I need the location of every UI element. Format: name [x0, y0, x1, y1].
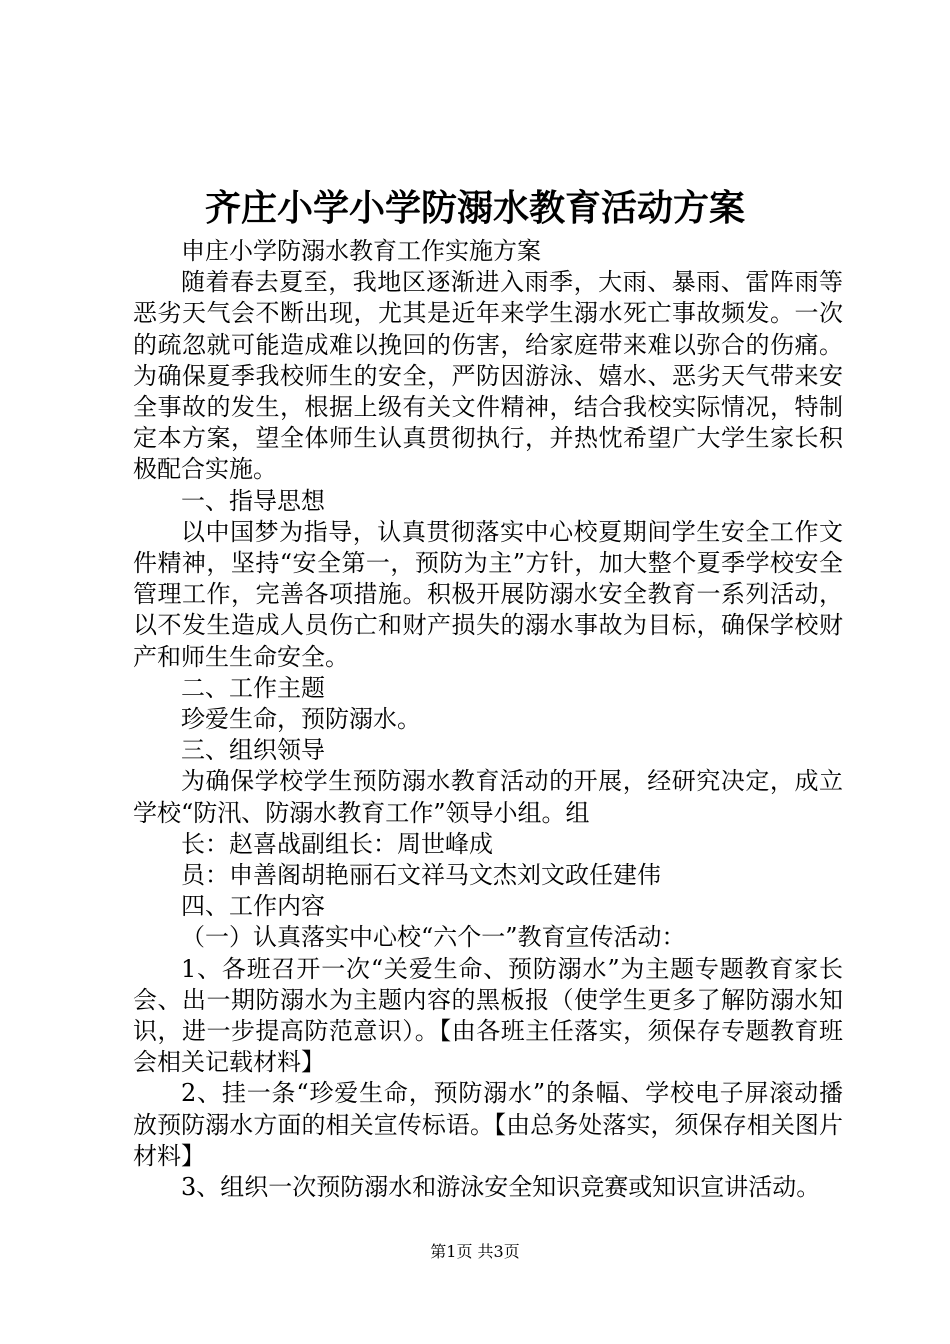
- paragraph-item-1: 1、各班召开一次“关爱生命、预防溺水”为主题专题教育家长会、出一期防溺水为主题内容的黑板报（使学生更多了解防溺水知识，进一步提高防范意识）。【由各班主任落实，须保存专题教育班会相关记载材料】: [133, 954, 843, 1077]
- paragraph-intro: 随着春去夏至，我地区逐渐进入雨季，大雨、暴雨、雷阵雨等恶劣天气会不断出现，尤其是近年来学生溺水死亡事故频发。一次的疏忽就可能造成难以挽回的伤害，给家庭带来难以弥合的伤痛。为确保夏季我校师生的安全，严防因游泳、嬉水、恶劣天气带来安全事故的发生，根据上级有关文件精神，结合我校实际情况，特制定本方案，望全体师生认真贯彻执行，并热忱希望广大学生家长积极配合实施。: [133, 268, 843, 484]
- paragraph-leaders: 长：赵喜战副组长：周世峰成: [181, 829, 493, 858]
- paragraph-item-3: 3、组织一次预防溺水和游泳安全知识竞赛或知识宣讲活动。: [181, 1173, 821, 1202]
- document-title: 齐庄小学小学防溺水教育活动方案: [204, 187, 745, 229]
- paragraph-guiding-ideology: 以中国梦为指导，认真贯彻落实中心校夏期间学生安全工作文件精神，坚持“安全第一，预防为主”方针，加大整个夏季学校安全管理工作，完善各项措施。积极开展防溺水安全教育一系列活动，以不发生造成人员伤亡和财产损失的溺水事故为目标，确保学校财产和师生生命安全。: [133, 517, 843, 671]
- paragraph-members: 员：申善阁胡艳丽石文祥马文杰刘文政任建伟: [181, 861, 661, 890]
- subheading-six-ones: （一）认真落实中心校“六个一”教育宣传活动：: [181, 923, 686, 952]
- paragraph-subtitle: 申庄小学防溺水教育工作实施方案: [181, 237, 541, 265]
- heading-organization: 三、组织领导: [181, 736, 325, 765]
- paragraph-item-2: 2、挂一条“珍爱生命，预防溺水”的条幅、学校电子屏滚动播放预防溺水方面的相关宣传标语。【由总务处落实，须保存相关图片材料】: [133, 1079, 843, 1170]
- paragraph-organization: 为确保学校学生预防溺水教育活动的开展，经研究决定，成立学校“防汛、防溺水教育工作”领导小组。组: [133, 767, 843, 827]
- document-body: [133, 236, 843, 1203]
- heading-guiding-ideology: 一、指导思想: [181, 486, 325, 515]
- paragraph-work-theme: 珍爱生命，预防溺水。: [181, 705, 421, 734]
- heading-work-content: 四、工作内容: [181, 892, 325, 921]
- page-footer: 第1页 共3页: [430, 1242, 520, 1261]
- heading-work-theme: 二、工作主题: [181, 673, 325, 702]
